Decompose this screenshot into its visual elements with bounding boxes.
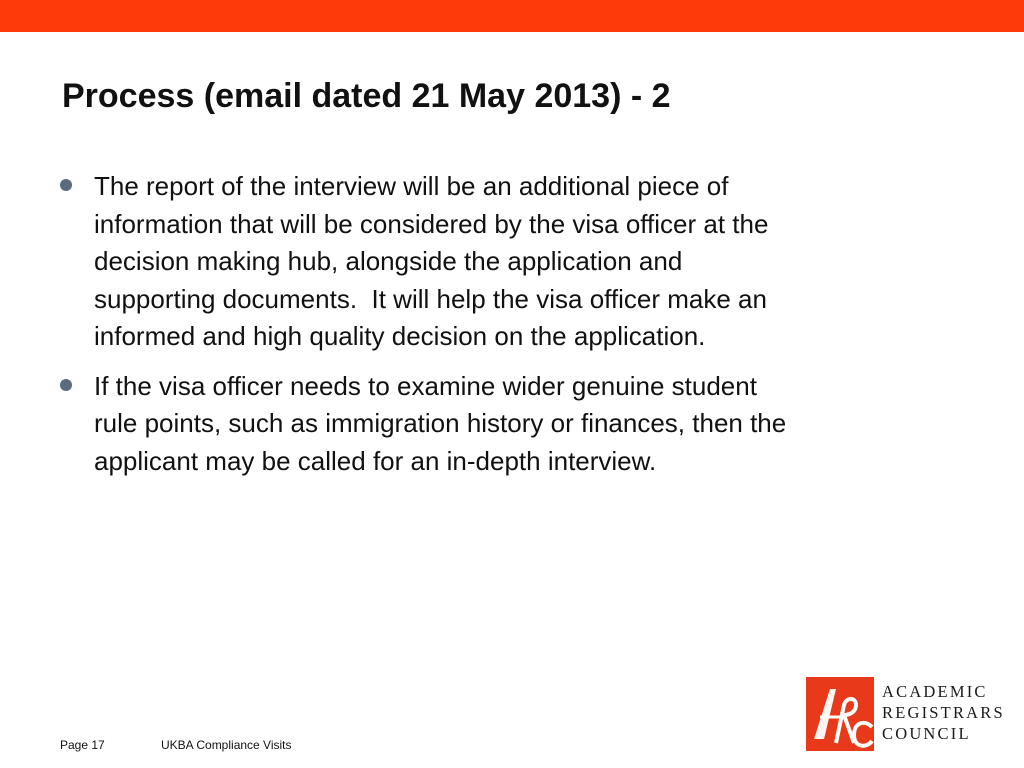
logo-line: ACADEMIC <box>882 682 988 701</box>
bullet-text: The report of the interview will be an additional piece of information that will be considered by the visa officer at the decision making hub, alongside the application and supporting documents. It will help the visa officer make an informed and high quality decision on the application. <box>94 171 769 351</box>
bullet-list <box>60 168 940 492</box>
arc-monogram-icon <box>806 677 874 751</box>
bullet-item <box>60 168 940 356</box>
slide-title: Process (email dated 21 May 2013) - 2 <box>62 77 671 115</box>
logo-line: REGISTRARS <box>882 703 1005 722</box>
logo-line: COUNCIL <box>882 724 971 743</box>
arc-logo <box>806 677 1018 753</box>
page-number: Page 17 <box>60 738 105 752</box>
bullet-icon <box>60 379 72 391</box>
bullet-text: If the visa officer needs to examine wider genuine student rule points, such as immigration history or finances, then the applicant may be called for an in-depth interview. <box>94 370 787 476</box>
bullet-icon <box>60 179 72 191</box>
footer-title: UKBA Compliance Visits <box>161 738 292 752</box>
logo-text <box>882 681 1005 744</box>
bullet-item <box>60 368 940 481</box>
top-accent-bar <box>0 0 1024 32</box>
